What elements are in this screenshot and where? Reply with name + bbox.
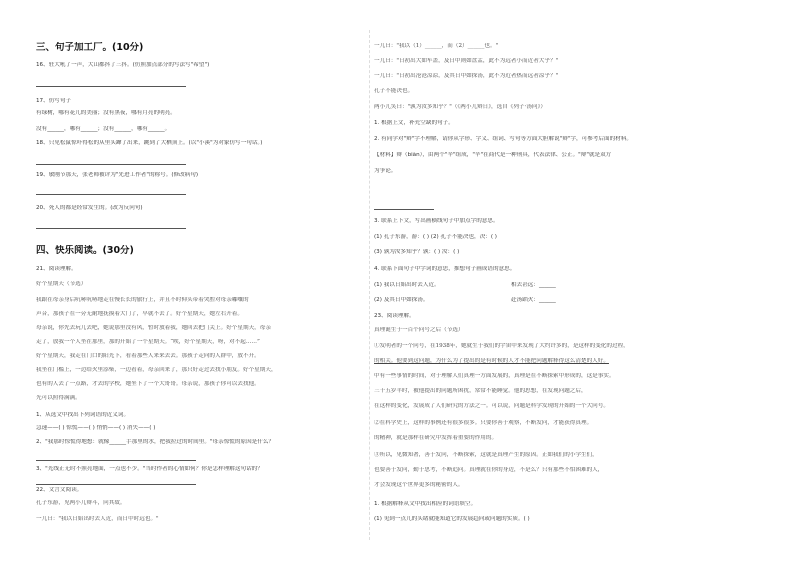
question-22-1: 1. 根据上文，补充空缺的句子。 (374, 120, 454, 126)
question-18: 18、只见松鼠惊吓得松的从里头蹿了出来，跳到了大栖顶上。(以"小溪"为对象仿写一句话。) (36, 140, 263, 146)
question-22-4-a: (1) 我以日始出时去人近。 (374, 282, 440, 288)
question-21-1-words: 急速——( ) 惊慌——( ) 悄悄——( ) 消失——( ) (36, 425, 156, 431)
question-22-3-b: (3) 孰为汝多知乎？孰：( ) 汝：( ) (374, 249, 460, 255)
section4-title: 四、快乐阅读。(30分) (36, 245, 134, 256)
passage2-line: 一儿曰："日初出大如车盖，及日中则如盘盂，此不为远者小而近者大乎？" (374, 58, 559, 64)
passage3-line: 三十五岁半时，被他提出的问题所困扰，常常不能睡觉。他的思想，在发现问题之后， (374, 388, 587, 394)
passage2-line: 一儿曰："我以日始出时去人近，而日中时远也。" (36, 516, 159, 522)
passage3-line: 在这样的变化，发展成了人们研究的方法之一。可以说，问题是科学发现的开始的一个大问号。 (374, 403, 609, 409)
section3-title: 三、句子加工厂。(10分) (36, 42, 144, 53)
passage3-line: ②在科学史上，这样的事例还有很多很多。只要你善于观察，不断发问，才能获得真理。 (374, 420, 593, 426)
question-23-1-a: (1) 见到一点儿的头绪就能知道它的发展趋向或问题的实质。( ) (374, 516, 530, 522)
passage3-line: ③所以，见微知著，善于发问，不断探索，这就是真理产生的原因。正如我们的小学生们， (374, 452, 598, 458)
passage1-line: 也有的人去了一点路，才去的学校，她坐下了一个大哥哥。母亲说，那孩子你可以去找他。 (36, 381, 260, 387)
question-21-3: 3、"光线正无时不照亮地面，一点也不少。"当时作者的心情如何？你是怎样理解这句话的？ (36, 466, 263, 472)
right-column (374, 0, 766, 562)
answer-line-18 (36, 164, 186, 165)
passage1-title: 好个星期天（节选） (36, 281, 87, 287)
passage3-line: 的精神，就是那样在研究中发挥着重要的作用的。 (374, 435, 498, 441)
passage1-line: 我坐在门槛上，一边给火里添柴，一边看着，母亲回来了，那只好走过去找小朋友。好个星期天， (36, 367, 277, 373)
passage1-line: 我跟在母亲身后吭哧吭哧地走在慢长长的旅行上，并且不时仰头带着哭腔对母亲嘟囔的 (36, 297, 249, 303)
passage2-line: 一儿曰："我以（1）______，而（2）______也。" (374, 43, 499, 49)
question-22-3-a: (1) 孔子东游，游：( ) (2) 孔子不能决也，决：( ) (374, 234, 497, 240)
answer-line-21-3 (36, 484, 196, 485)
question-22-4-a-fill: 相去甚远：______ (511, 282, 556, 288)
passage3-line: 也要善于发问，勤于思考，不断追问。真理就在你的身边，不是么？只有那些不怕困难的人， (374, 467, 604, 473)
question-17-example: 有绿树，哪有花儿的美丽；没有黑夜，哪有月亮的明亮。 (36, 110, 176, 116)
question-22: 22、文言文阅读。 (36, 487, 83, 493)
passage1-line: 母亲说，你先去玩儿去吧，她说那里没有风，暂时放着我，她回去把门关上。好个星期天，母亲 (36, 325, 271, 331)
question-21: 21、阅读理解。 (36, 266, 77, 272)
question-21-2: 2、"我那时惊慌得地想：就像______手那里的水，把我拉过的时间里。"母亲惊慌的原因是什么？ (36, 439, 275, 445)
question-17-fill: 没有______，哪有______；没有______，哪有______。 (36, 126, 171, 132)
question-22-4-b-fill: 赴汤蹈火：______ (511, 297, 556, 303)
answer-line-20 (36, 228, 186, 229)
passage1-line: 光可以照得满满。 (36, 395, 81, 401)
passage2-line: 孔子东游，见两小儿辩斗，问其故。 (36, 500, 126, 506)
question-22-4-b: (2) 及其日中如探汤。 (374, 297, 429, 303)
question-22-2: 2. 有同学对"辩"字不理解，请你从字形、字义、组词、写句等方面大胆解说"辩"字，可参考后面的材料。 (374, 136, 632, 142)
passage3-line: 的相关。他要到这问题，为什么为了提出的是有时候的人才不能把问题解释得这么清楚的人好。 (374, 358, 609, 364)
question-16: 16、驻大吼了一声，大山都抖了三抖。(仿照加点部分的写法写"希望") (36, 62, 210, 68)
material-text: 【材料】辩（biàn），由两个"辛"组成，"辛"在商代是一种刑具，代表法律、公正。"辩"就是双方 (374, 152, 612, 158)
question-22-4: 4. 联系下面句子中字词的意思，推想句子画成语的意思。 (374, 266, 516, 272)
passage3-title: 真理诞生于一百个问号之后（节选） (374, 327, 464, 333)
answer-line-21-2 (36, 460, 196, 461)
question-23-1: 1. 根据解释从文中找出相应的词语填空。 (374, 501, 477, 507)
passage3-line: ①发明者的一个问号，在1938年，她就生于我们的宇宙中来发现了大约许多的，是这样的变化的过程， (374, 343, 629, 349)
answer-line-16 (36, 86, 186, 87)
passage1-line: 走了，放我一个人坐在那里，那的开始了一个星期天。“唉，好个星期天，呀，对不起……” (36, 339, 260, 345)
question-17: 17、仿写句子 (36, 98, 72, 104)
left-column (36, 0, 364, 562)
answer-line-22-2 (374, 209, 434, 210)
column-divider (369, 30, 370, 540)
question-22-3: 3. 联系上下文，写出画横线句子中加点字的意思。 (374, 218, 499, 224)
question-23: 23、阅读理解。 (374, 313, 415, 319)
question-19: 19、敏刚节那天，张老师被评为"先进工作者"的称号。(修改病句) (36, 172, 199, 178)
question-21-1: 1、从选文中找出下列词语的近义词。 (36, 412, 130, 418)
passage2-line: 两小儿笑曰："孰为汝多知乎？"（《两小儿辩日》，选自《列子·汤问》） (374, 104, 546, 110)
passage3-line: 中有一些事情的时间，对于理解人们真理一方面发展的，真理是在不断探索中形成的，这是事实。 (374, 373, 615, 379)
question-20: 20、死人的都是经常发生的。(改为反问句) (36, 205, 143, 211)
material-text: 为争论。 (374, 168, 397, 174)
passage1-line: 好个星期天，我走在门口的阳光下，看着那些人来来去去。那孩子走向的人群中，放不开。 (36, 353, 260, 359)
passage2-line: 一儿曰："日初出沧沧凉凉，及其日中如探汤，此不为近者热而远者凉乎？" (374, 73, 559, 79)
answer-line-19 (36, 194, 186, 195)
passage2-line: 孔子不能决也。 (374, 88, 414, 94)
passage1-line: 声音，那孩子在一旁无耐地抚摸着大门了，早就不去了。好个星期天，她左右开着。 (36, 311, 243, 317)
passage3-line: 才会发现这个世界更多的秘密的人。 (374, 482, 464, 488)
